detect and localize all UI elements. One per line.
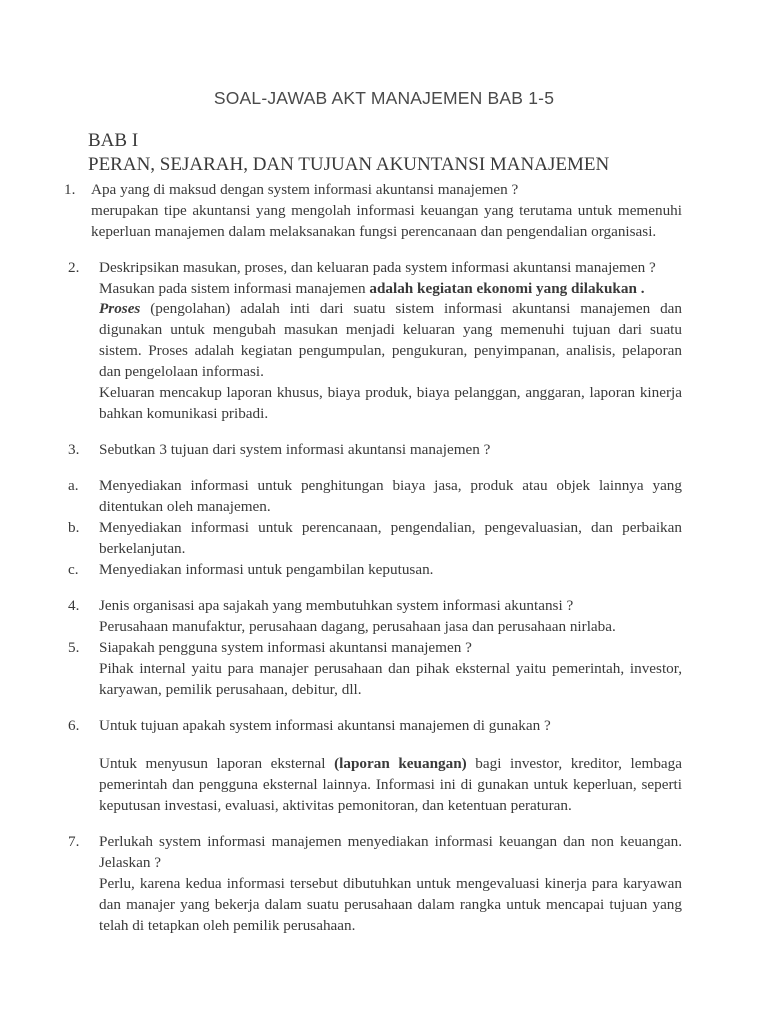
item-question: Perlukah system informasi manajemen menyediakan informasi keuangan dan non keuangan. Jelaskan ?: [99, 832, 682, 871]
item-question: Deskripsikan masukan, proses, dan keluaran pada system informasi akuntansi manajemen ?: [99, 258, 656, 276]
item-marker: 7.: [68, 832, 80, 850]
answer-rest-text: (pengolahan) adalah inti dari suatu sistem informasi akuntansi manajemen dan digunakan untuk mengubah masukan menjadi keluaran yang memenuhi tujuan dari suatu sistem. Proses adalah kegiatan pengumpulan, pengukuran, penyimpanan, analisis, pelaporan dan pengelolaan informasi.: [99, 300, 682, 381]
item-answer-part-3: Keluaran mencakup laporan khusus, biaya produk, biaya pelanggan, anggaran, laporan kinerja bahkan komunikasi pribadi.: [99, 384, 682, 423]
chapter-heading-block: [0, 109, 768, 178]
item-body: [99, 440, 682, 461]
item-marker: 5.: [68, 639, 80, 657]
item-marker: 3.: [68, 441, 80, 459]
answer-bold-text: (laporan keuangan): [334, 754, 467, 772]
list-item: [64, 440, 682, 461]
chapter-title: PERAN, SEJARAH, DAN TUJUAN AKUNTANSI MANAJEMEN: [88, 154, 610, 176]
item-marker: 2.: [68, 258, 80, 276]
item-text: Menyediakan informasi untuk pengambilan keputusan.: [99, 561, 434, 579]
list-item: [64, 560, 682, 581]
item-question: Sebutkan 3 tujuan dari system informasi akuntansi manajemen ?: [99, 441, 491, 459]
item-marker: 6.: [68, 716, 80, 734]
item-answer-part-2: [99, 299, 682, 383]
list-item: [64, 180, 682, 243]
item-marker: a.: [68, 477, 79, 495]
item-marker: c.: [68, 561, 79, 579]
item-answer: merupakan tipe akuntansi yang mengolah informasi keuangan yang terutama untuk memenuhi keperluan manajemen dalam melaksanakan fungsi perencanaan dan pengendalian organisasi.: [91, 201, 682, 240]
item-body: [99, 832, 682, 937]
answer-post-text: bagi investor, kreditor, lembaga pemerintah dan pengguna eksternal lainnya. Informasi ini di gunakan untuk keperluan, seperti keputusan investasi, evaluasi, aktivitas pemonitoran, dan ketentuan peraturan.: [99, 754, 682, 814]
list-item: [64, 832, 682, 937]
item-question: Jenis organisasi apa sajakah yang membutuhkan system informasi akuntansi ?: [99, 597, 574, 615]
item-body: [99, 638, 682, 701]
item-body: [99, 596, 682, 638]
item-text: Menyediakan informasi untuk penghitungan biaya jasa, produk atau objek lainnya yang ditentukan oleh manajemen.: [99, 477, 682, 516]
item-body: [99, 560, 682, 581]
item-answer: Pihak internal yaitu para manajer perusahaan dan pihak eksternal yaitu pemerintah, investor, karyawan, pemilik perusahaan, debitur, dll.: [99, 660, 682, 698]
bab-label: BAB I: [88, 130, 139, 151]
item-answer: Perusahaan manufaktur, perusahaan dagang, perusahaan jasa dan perusahaan nirlaba.: [99, 618, 616, 636]
page-title: SOAL-JAWAB AKT MANAJEMEN BAB 1-5: [213, 88, 555, 108]
list-item: [64, 518, 682, 560]
item-answer: [99, 754, 682, 817]
list-item: [64, 258, 682, 426]
item-text: Menyediakan informasi untuk perencanaan, pengendalian, pengevaluasian, dan perbaikan berkelanjutan.: [99, 519, 682, 558]
answer-pre-text: Untuk menyusun laporan eksternal: [99, 754, 335, 772]
item-body: [91, 180, 682, 243]
content-body: [0, 178, 768, 937]
item-marker: 4.: [68, 597, 80, 615]
list-item: [64, 476, 682, 518]
item-question: Apa yang di maksud dengan system informasi akuntansi manajemen ?: [91, 180, 519, 198]
answer-bolditalic-text: Proses: [99, 300, 141, 318]
item-body: [99, 476, 682, 518]
item-question: Untuk tujuan apakah system informasi akuntansi manajemen di gunakan ?: [99, 716, 551, 734]
item-body: [99, 716, 682, 817]
answer-bold-text: adalah kegiatan ekonomi yang dilakukan .: [369, 279, 645, 297]
item-question: Siapakah pengguna system informasi akuntansi manajemen ?: [99, 639, 472, 657]
answer-plain-text: Masukan pada sistem informasi manajemen: [99, 279, 370, 297]
list-item: [64, 716, 682, 817]
list-item: [64, 638, 682, 701]
item-marker: 1.: [64, 180, 76, 198]
item-body: [99, 518, 682, 560]
item-body: [99, 258, 682, 426]
item-answer: Perlu, karena kedua informasi tersebut dibutuhkan untuk mengevaluasi kinerja para karyawan dan manajer yang bekerja dalam suatu perusahaan dalam rangka untuk mencapai tujuan yang telah di tetapkan oleh pemilik perusahaan.: [99, 874, 682, 934]
item-answer-part-1: [99, 279, 682, 300]
item-marker: b.: [68, 519, 80, 537]
list-item: [64, 596, 682, 638]
